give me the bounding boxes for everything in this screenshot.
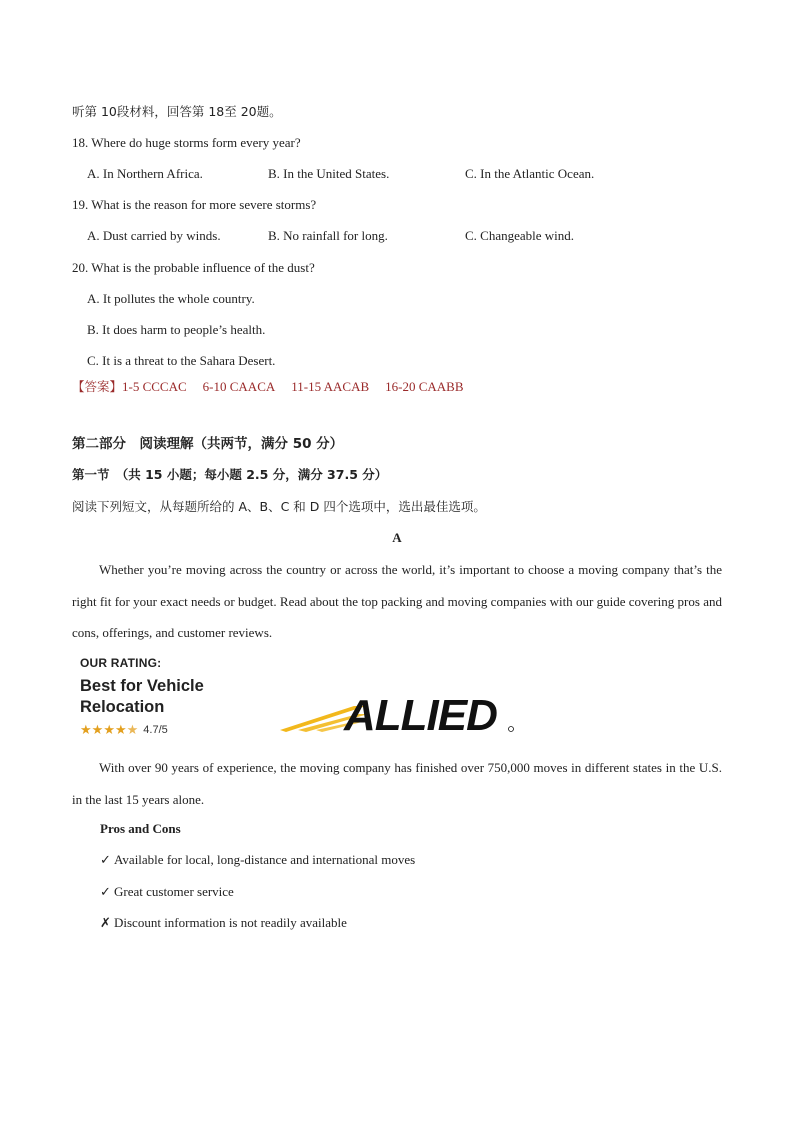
cross-icon: ✗ bbox=[100, 916, 111, 931]
star-icon: ★ bbox=[91, 722, 104, 737]
star-icon: ★ bbox=[114, 722, 127, 737]
rating-title bbox=[80, 676, 204, 718]
section-title: 第一节 （共 15 小题；每小题 2.5 分，满分 37.5 分） bbox=[72, 467, 388, 482]
listening-intro: 听第 10段材料，回答第 18至 20题。 bbox=[72, 104, 282, 119]
pro-item-text: Great customer service bbox=[114, 884, 234, 899]
answer-group: 6-10 CAACA bbox=[202, 379, 276, 394]
answer-group: 16-20 CAABB bbox=[385, 379, 464, 394]
answer-key bbox=[72, 378, 480, 396]
check-icon: ✓ bbox=[100, 853, 111, 868]
answer-group: 1-5 CCCAC bbox=[122, 379, 187, 394]
star-icon: ★ bbox=[103, 722, 115, 737]
question-20-option-c: C. It is a threat to the Sahara Desert. bbox=[87, 353, 276, 368]
star-icon: ★ bbox=[126, 722, 139, 737]
logo-text: ALLIED bbox=[344, 691, 497, 736]
question-20-option-a: A. It pollutes the whole country. bbox=[87, 291, 255, 306]
question-18-option-a: A. In Northern Africa. bbox=[87, 166, 203, 181]
answer-label: 【答案】 bbox=[72, 379, 123, 394]
pros-cons-title: Pros and Cons bbox=[100, 821, 181, 836]
allied-logo bbox=[280, 686, 516, 736]
question-20-stem: 20. What is the probable influence of the dust? bbox=[72, 260, 315, 275]
pro-item bbox=[100, 851, 415, 870]
question-18-option-b: B. In the United States. bbox=[268, 166, 390, 181]
passage-paragraph-1: Whether you’re moving across the country or across the world, it’s important to choose a moving company that’s the right fit for your exact needs or budget. Read about the top packing and moving companies with our guide covering pros and cons, offerings, and customer reviews. bbox=[72, 562, 722, 640]
question-19-option-a: A. Dust carried by winds. bbox=[87, 228, 221, 243]
con-item bbox=[100, 914, 347, 933]
star-icon: ★ bbox=[80, 722, 92, 737]
passage-letter: A bbox=[392, 530, 402, 545]
question-19-stem: 19. What is the reason for more severe storms? bbox=[72, 197, 317, 212]
question-18-stem: 18. Where do huge storms form every year? bbox=[72, 135, 301, 150]
registered-icon bbox=[509, 727, 514, 732]
answer-group: 11-15 AACAB bbox=[291, 379, 370, 394]
rating-score: 4.7/5 bbox=[143, 724, 168, 736]
con-item-text: Discount information is not readily available bbox=[114, 915, 347, 930]
part-title: 第二部分 阅读理解（共两节，满分 50 分） bbox=[72, 436, 344, 452]
question-19-option-b: B. No rainfall for long. bbox=[268, 228, 388, 243]
rating-title-line: Best for Vehicle bbox=[80, 677, 204, 695]
passage-paragraph-2: With over 90 years of experience, the moving company has finished over 750,000 moves in different states in the U.S. in the last 15 years alone. bbox=[72, 760, 722, 807]
reading-instructions: 阅读下列短文，从每题所给的 A、B、C 和 D 四个选项中，选出最佳选项。 bbox=[72, 499, 486, 514]
question-19-option-c: C. Changeable wind. bbox=[465, 228, 575, 243]
question-20-option-b: B. It does harm to people’s health. bbox=[87, 322, 266, 337]
pro-item bbox=[100, 883, 234, 902]
rating-title-line: Relocation bbox=[80, 698, 165, 716]
rating-header: OUR RATING: bbox=[80, 656, 162, 670]
star-rating bbox=[80, 722, 204, 738]
rating-block bbox=[80, 656, 204, 738]
question-18-option-c: C. In the Atlantic Ocean. bbox=[465, 166, 595, 181]
check-icon: ✓ bbox=[100, 885, 111, 900]
pro-item-text: Available for local, long-distance and international moves bbox=[114, 852, 416, 867]
